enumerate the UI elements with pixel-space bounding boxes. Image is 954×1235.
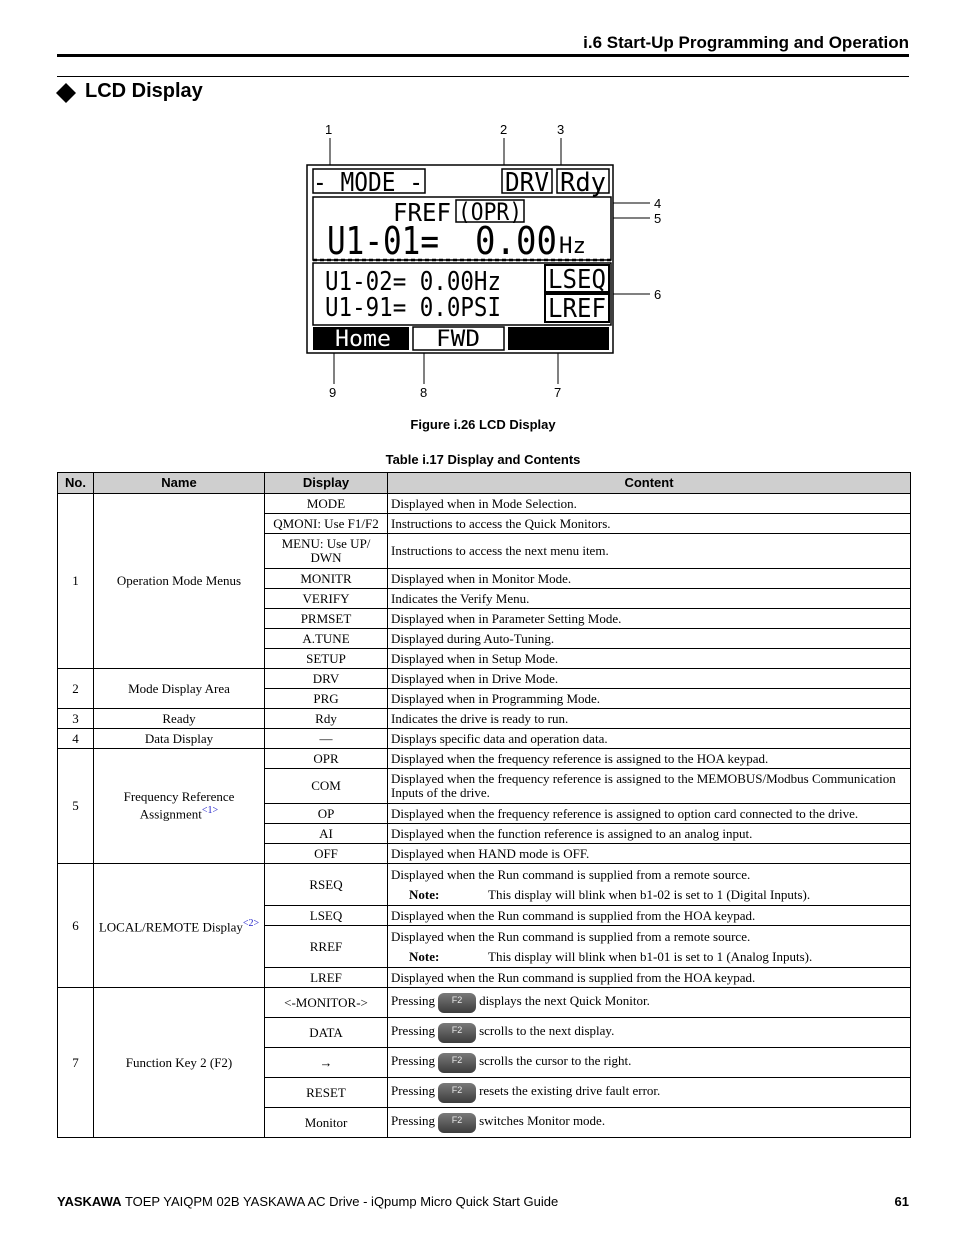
content-text: Displayed when in Drive Mode. [391,670,559,686]
row-display: RREF [265,926,388,968]
table-row [58,669,911,689]
note-text: This display will blink when b1-02 is set to 1 (Digital Inputs). [488,886,811,902]
row-content [388,804,911,824]
lcd-main-label: U1-01= [327,219,439,263]
figure-caption: Figure i.26 LCD Display [410,417,556,432]
content-text: Displayed when the frequency reference is assigned to the HOA keypad. [391,750,769,766]
f2-key-icon: F2 [438,1083,476,1103]
row-content [388,534,911,569]
row-name-text: Operation Mode Menus [116,573,242,588]
callout-9: 9 [329,385,337,400]
row-content [388,749,911,769]
row-name [94,864,265,988]
row-name-text: Mode Display Area [128,680,230,696]
row-name-text: LOCAL/REMOTE Display [98,919,243,935]
lcd-main-unit: Hz [559,234,586,259]
row-content [388,709,911,729]
note-label: Note: [409,886,440,902]
row-name-text: Ready [162,710,196,726]
content-text: Displayed when the Run command is supplied from a remote source. [391,866,751,882]
row-name [94,494,265,669]
callout-5: 5 [654,211,662,226]
row-display: RESET [265,1078,388,1108]
row-content [388,589,911,609]
lcd-rdy: Rdy [560,168,606,198]
lcd-lseq: LSEQ [548,265,606,295]
row-display: OFF [265,844,388,864]
table-row [58,709,911,729]
lcd-home: Home [335,327,391,352]
header-rule [57,54,909,57]
content-post: scrolls the cursor to the right. [479,1052,632,1068]
row-content [388,569,911,589]
row-display: RSEQ [265,864,388,906]
table-header-row [58,473,911,494]
row-display: OP [265,804,388,824]
row-display: DRV [265,669,388,689]
row-content [388,824,911,844]
row-display: Rdy [265,709,388,729]
row-number: 6 [58,864,94,988]
row-display: LSEQ [265,906,388,926]
lcd-main-value: 0.00 [475,219,557,263]
row-display: OPR [265,749,388,769]
row-display: LREF [265,968,388,988]
row-display: VERIFY [265,589,388,609]
row-number: 3 [58,709,94,729]
row-content [388,689,911,709]
row-display: AI [265,824,388,844]
row-display: MODE [265,494,388,514]
footer-doc-title [57,1194,558,1209]
row-display: QMONI: Use F1/F2 [265,514,388,534]
row-content [388,926,911,968]
row-display: <-MONITOR-> [265,988,388,1018]
row-name-text: Data Display [144,730,214,746]
footnote-ref-link[interactable]: <1> [201,805,219,817]
content-pre: Pressing [391,1052,436,1068]
table-body [58,494,911,1138]
callout-7: 7 [554,385,562,400]
row-display: SETUP [265,649,388,669]
table-row [58,729,911,749]
f2-key-icon: F2 [438,1113,476,1133]
row-content [388,968,911,988]
lcd-line1: U1-02= 0.00Hz [325,267,501,297]
lcd-mode: - MODE - [313,168,423,198]
footer-brand: YASKAWA [57,1194,122,1209]
row-display: MONITR [265,569,388,589]
row-number: 7 [58,988,94,1138]
content-post: switches Monitor mode. [479,1112,606,1128]
lcd-lref: LREF [548,294,606,324]
row-name-text: Function Key 2 (F2) [125,1054,233,1070]
row-number: 5 [58,749,94,864]
content-text: Indicates the Verify Menu. [391,590,530,606]
content-pre: Pressing [391,1082,436,1098]
row-content [388,1108,911,1138]
content-text: Displayed when the function reference is assigned to an analog input. [391,825,753,841]
row-display: DATA [265,1018,388,1048]
row-display: PRMSET [265,609,388,629]
content-text: Displayed when in Parameter Setting Mode. [391,610,622,626]
callout-2: 2 [500,122,508,137]
section-rule [57,76,909,77]
row-content [388,988,911,1018]
row-content [388,649,911,669]
f2-key-icon: F2 [438,1053,476,1073]
row-content [388,729,911,749]
table-caption: Table i.17 Display and Contents [385,452,581,467]
content-text: Displayed when in Programming Mode. [391,690,601,706]
row-name [94,988,265,1138]
row-name [94,669,265,709]
row-content [388,514,911,534]
row-content [388,1078,911,1108]
footer-doc: TOEP YAIQPM 02B YASKAWA AC Drive - iQpump Micro Quick Start Guide [124,1194,559,1209]
content-text: Displayed during Auto-Tuning. [391,630,555,646]
lcd-drv: DRV [505,168,549,198]
col-header-no: No. [58,473,94,494]
row-content [388,844,911,864]
row-number: 4 [58,729,94,749]
lcd-fref: FREF [393,198,451,227]
content-text: Instructions to access the next menu item. [391,543,609,558]
content-post: displays the next Quick Monitor. [479,992,650,1008]
content-pre: Pressing [391,1112,436,1128]
content-text: Displayed when the Run command is supplied from a remote source. [391,928,751,944]
content-post: resets the existing drive fault error. [479,1082,661,1098]
row-display: Monitor [265,1108,388,1138]
content-text: Displayed when in Mode Selection. [391,495,577,511]
row-content [388,864,911,906]
lcd-fwd: FWD [436,327,480,352]
row-content [388,494,911,514]
row-content [388,1048,911,1078]
content-text: Displayed when the Run command is supplied from the HOA keypad. [391,969,756,985]
table-row [58,494,911,514]
row-content [388,1018,911,1048]
row-name-text: Frequency Reference Assignment [123,789,235,822]
row-content [388,906,911,926]
col-header-content: Content [388,473,911,494]
row-display: A.TUNE [265,629,388,649]
row-display: — [265,729,388,749]
lcd-display-figure [305,122,665,407]
page-number: 61 [894,1194,909,1209]
row-content [388,609,911,629]
row-content [388,669,911,689]
content-text: Displayed when the Run command is supplied from the HOA keypad. [391,907,756,923]
row-number: 1 [58,494,94,669]
content-text: Displayed when the frequency reference is assigned to option card connected to the drive. [391,805,859,821]
content-pre: Pressing [391,1022,436,1038]
content-pre: Pressing [391,992,436,1008]
lcd-line2: U1-91= 0.0PSI [325,293,501,323]
row-display: COM [265,769,388,804]
table-row [58,988,911,1018]
content-text: Displays specific data and operation data. [391,730,608,746]
row-display: → [265,1048,388,1078]
callout-4: 4 [654,196,662,211]
note [391,950,907,964]
col-header-display: Display [265,473,388,494]
diamond-bullet-icon [54,83,78,103]
row-display: PRG [265,689,388,709]
lcd-opr: (OPR) [458,198,522,226]
row-name [94,749,265,864]
callout-8: 8 [420,385,428,400]
content-text: Instructions to access the Quick Monitors. [391,515,611,531]
display-contents-table [57,472,911,1138]
callout-6: 6 [654,287,662,302]
row-name [94,729,265,749]
note-label: Note: [409,948,440,964]
callout-3: 3 [557,122,565,137]
content-text: Displayed when HAND mode is OFF. [391,845,590,861]
f2-key-icon: F2 [438,1023,476,1043]
content-text: Displayed when in Setup Mode. [391,650,559,666]
col-header-name: Name [94,473,265,494]
row-display: MENU: Use UP/ DWN [265,534,388,569]
header-section-title: i.6 Start-Up Programming and Operation [583,33,909,52]
row-number: 2 [58,669,94,709]
table-row [58,749,911,769]
table-row [58,864,911,906]
section-title: LCD Display [85,80,203,102]
note-text: This display will blink when b1-01 is set to 1 (Analog Inputs). [488,948,813,964]
footnote-ref-link[interactable]: <2> [242,917,260,929]
f2-key-icon: F2 [438,993,476,1013]
content-text: Displayed when the frequency reference is assigned to the MEMOBUS/Modbus Communication Inputs of the drive. [391,771,896,800]
row-name [94,709,265,729]
callout-1: 1 [325,122,333,137]
content-post: scrolls to the next display. [479,1022,615,1038]
content-text: Indicates the drive is ready to run. [391,710,569,726]
row-content [388,629,911,649]
note [391,888,907,902]
content-text: Displayed when in Monitor Mode. [391,570,572,586]
row-content [388,769,911,804]
